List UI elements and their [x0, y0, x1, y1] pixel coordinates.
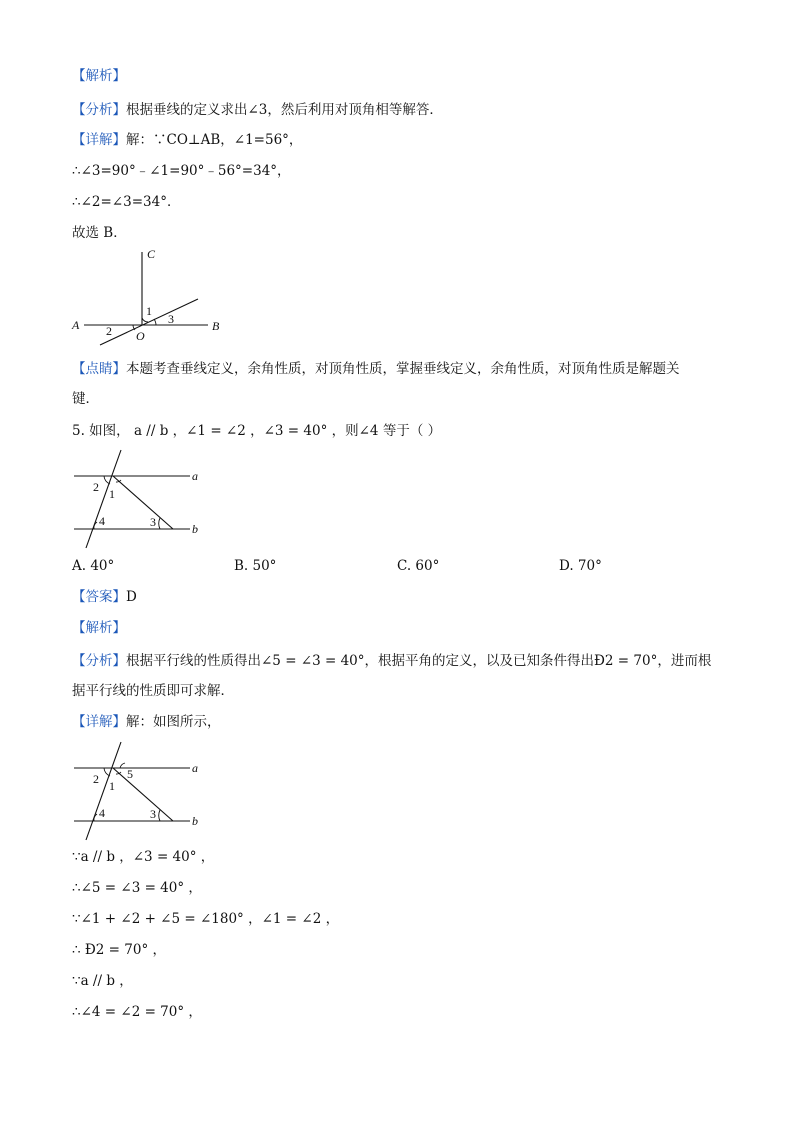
step-line-2-1: ∵a // b ，∠3 = 40° ，: [72, 849, 215, 865]
fenxi-line: 【分析】根据垂线的定义求出∠3，然后利用对顶角相等解答．: [72, 102, 443, 118]
dianjing-cont-line: 键．: [72, 391, 99, 407]
label-a: A: [72, 318, 80, 332]
label-angle-2: 2: [93, 772, 99, 786]
label-angle-4: 4: [99, 806, 105, 820]
figure-parallel-lines: [70, 445, 210, 550]
label-o: O: [136, 329, 145, 343]
option-d: D. 70°: [559, 558, 602, 574]
angle-arc-5: [120, 763, 125, 768]
step-line-2-3: ∵∠1 + ∠2 + ∠5 = ∠180° ，∠1 = ∠2 ，: [72, 911, 340, 927]
figure-perpendicular: [70, 244, 230, 348]
label-a: a: [192, 469, 198, 483]
option-c: C. 60°: [397, 558, 440, 574]
diagonal: [113, 768, 173, 821]
conclusion-line: 故选 B．: [72, 225, 127, 241]
diagonal: [113, 476, 173, 529]
question-5-stem: 5. 如图， a // b ，∠1 = ∠2 ，∠3 = 40° ，则∠4 等于（ ）: [72, 423, 442, 439]
label-angle-3: 3: [150, 807, 156, 821]
label-b: b: [192, 814, 198, 828]
angle-arc-1: [142, 318, 148, 322]
xiangjie-line-2: 【详解】解：如图所示，: [72, 714, 221, 730]
label-angle-1: 1: [146, 304, 152, 318]
angle-arc-3: [159, 810, 160, 821]
step-line-2-4: ∴ Ð2 = 70° ，: [72, 942, 166, 958]
label-c: C: [147, 247, 156, 261]
fenxi-line-2: 【分析】根据平行线的性质得出∠5 = ∠3 = 40°，根据平角的定义，以及已知条件得出Ð2 = 70°，进而根: [72, 653, 712, 669]
jiexi-heading: 【解析】: [72, 68, 126, 84]
xiangjie-line: 【详解】解：∵CO⊥AB，∠1=56°，: [72, 132, 303, 148]
label-angle-2: 2: [106, 324, 112, 338]
label-angle-2: 2: [93, 480, 99, 494]
step-line-2: ∴∠2=∠3=34°．: [72, 194, 181, 210]
label-angle-3: 3: [168, 312, 174, 326]
label-b: b: [192, 522, 198, 536]
label-a: a: [192, 761, 198, 775]
label-angle-5: 5: [127, 767, 133, 781]
option-b: B. 50°: [234, 558, 277, 574]
angle-arc-3: [159, 518, 160, 529]
step-line-2-6: ∴∠4 = ∠2 = 70° ，: [72, 1004, 202, 1020]
fenxi-cont-line-2: 据平行线的性质即可求解．: [72, 683, 234, 699]
label-angle-3: 3: [150, 515, 156, 529]
figure-parallel-lines-annotated: [70, 737, 210, 842]
option-a: A. 40°: [72, 558, 115, 574]
label-angle-1: 1: [109, 487, 115, 501]
step-line-1: ∴∠3=90°﹣∠1=90°﹣56°=34°，: [72, 163, 291, 179]
transversal: [86, 450, 121, 548]
jiexi-heading-2: 【解析】: [72, 620, 126, 636]
step-line-2-2: ∴∠5 = ∠3 = 40° ，: [72, 880, 202, 896]
transversal: [86, 742, 121, 840]
angle-arc-3: [154, 319, 156, 325]
label-angle-1: 1: [109, 779, 115, 793]
answer-line: 【答案】D: [72, 589, 137, 605]
label-angle-4: 4: [99, 514, 105, 528]
dianjing-line: 【点睛】本题考查垂线定义，余角性质，对顶角性质，掌握垂线定义，余角性质，对顶角性质是解题关: [72, 361, 680, 377]
step-line-2-5: ∵a // b ，: [72, 973, 133, 989]
label-b: B: [212, 319, 220, 333]
